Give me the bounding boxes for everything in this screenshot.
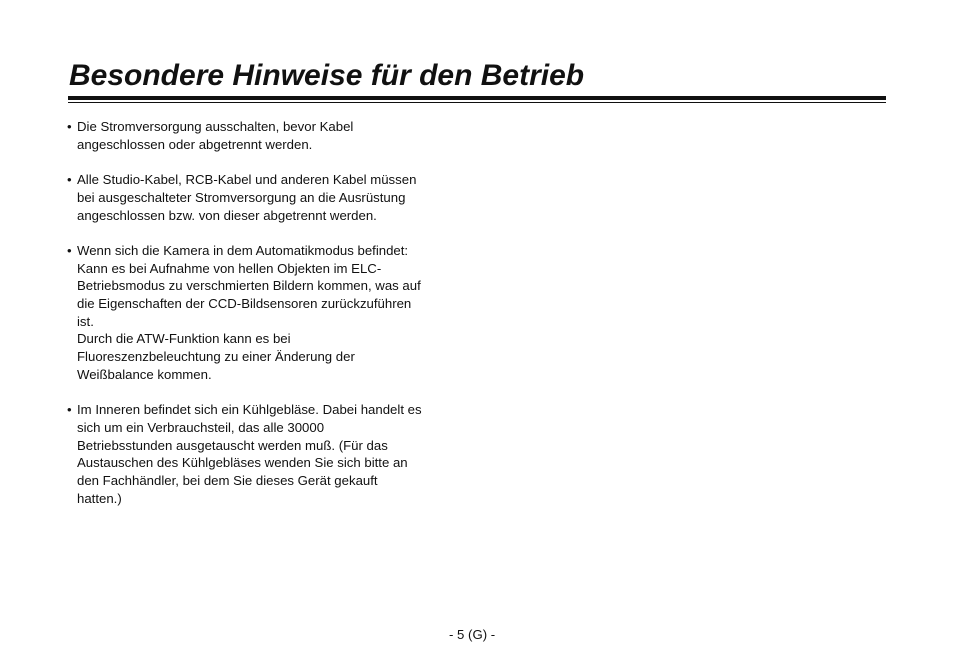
note-text-line: bei ausgeschalteter Stromversorgung an die Ausrüstung [77,189,406,205]
note-item-cooling-fan [67,401,462,507]
note-text-line: Austauschen des Kühlgebläses wenden Sie sich bitte an [77,455,408,471]
note-text-line: Fluoreszenzbeleuchtung zu einer Änderung der [77,349,355,365]
note-text-line: Wenn sich die Kamera in dem Automatikmodus befindet: [77,242,409,258]
note-text-line: hatten.) [77,490,122,506]
note-text-line: angeschlossen oder abgetrennt werden. [77,136,313,152]
note-text-line: Alle Studio-Kabel, RCB-Kabel und anderen Kabel müssen [77,172,417,188]
page-number: - 5 (G) - [449,627,496,642]
note-text-line: die Eigenschaften der CCD-Bildsensoren zurückzuführen [77,296,412,311]
note-text-line: Kann es bei Aufnahme von hellen Objekten im ELC- [77,260,382,276]
note-item-automatic-mode [67,242,462,384]
note-text-line: Betriebsstunden ausgetauscht werden muß. (Für das [77,437,388,453]
title-underline-thin [68,102,886,103]
bullet-icon: • [67,402,72,418]
note-text-line: ist. [77,313,94,329]
note-text-line: angeschlossen bzw. von dieser abgetrennt werden. [77,207,377,223]
note-item-power-off [67,118,462,153]
bullet-icon: • [67,242,72,258]
note-text-line: Betriebsmodus zu verschmierten Bildern kommen, was auf [77,278,421,294]
note-text-line: den Fachhändler, bei dem Sie dieses Gerät gekauft [77,473,378,489]
note-item-cables [67,171,462,224]
bullet-icon: • [67,172,72,188]
note-text-line: Die Stromversorgung ausschalten, bevor Kabel [77,119,354,134]
page-title: Besondere Hinweise für den Betrieb [69,59,585,92]
note-text-line: sich um ein Verbrauchsteil, das alle 30000 [77,419,325,435]
note-text-line: Weißbalance kommen. [77,366,212,382]
note-text-line: Durch die ATW-Funktion kann es bei [77,331,291,347]
notes-list [67,118,462,525]
title-underline-thick [68,96,886,100]
bullet-icon: • [67,119,72,134]
note-text-line: Im Inneren befindet sich ein Kühlgebläse. Dabei handelt es [77,402,422,418]
